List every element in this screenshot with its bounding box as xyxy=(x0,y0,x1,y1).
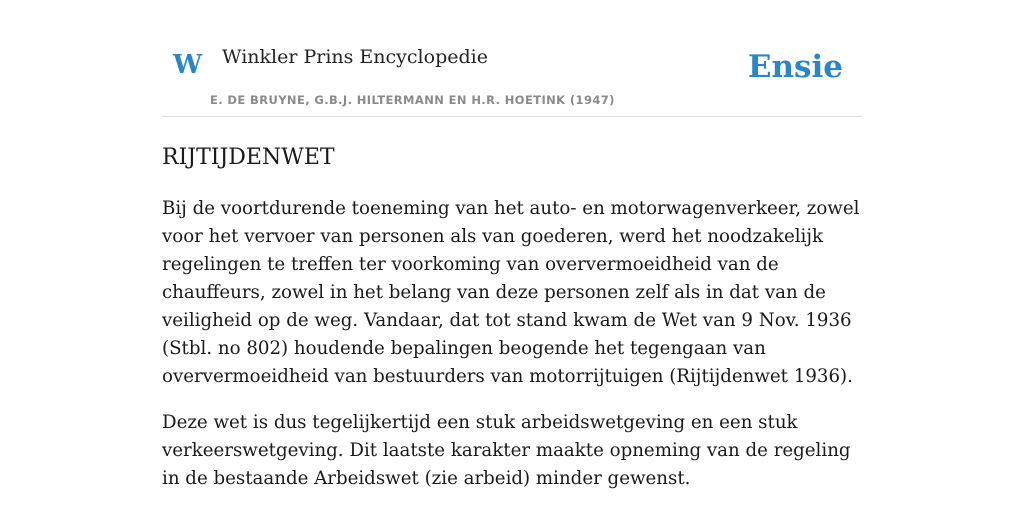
authors-line: E. DE BRUYNE, G.B.J. HILTERMANN EN H.R. HOETINK (1947) xyxy=(210,93,615,107)
article-body xyxy=(162,195,862,493)
article-title: RIJTIJDENWET xyxy=(162,145,335,170)
article-paragraph: Deze wet is dus tegelijkertijd een stuk arbeidswetgeving en een stuk verkeerswetgeving. Dit laatste karakter maakte opneming van de regeling in de bestaande Arbeidswet (zie arbeid) minder gewenst. xyxy=(162,411,851,489)
ensie-brand-logo[interactable]: Ensie xyxy=(747,49,843,85)
header xyxy=(162,0,862,117)
winkler-prins-logo[interactable]: W xyxy=(173,50,203,80)
article-paragraph: Bij de voortdurende toeneming van het auto- en motorwagenverkeer, zowel voor het vervoer van personen als van goederen, werd het noodzakelijk regelingen te treffen ter voorkoming van oververmoeidheid van de chauffeurs, zowel in het belang van deze personen zelf als in dat van de veiligheid op de weg. Vandaar, dat tot stand kwam de Wet van 9 Nov. 1936 (Stbl. no 802) houdende bepalingen beogende het tegengaan van oververmoeidheid van bestuurders van motorrijtuigen (Rijtijdenwet 1936). xyxy=(162,197,860,387)
page xyxy=(162,0,862,493)
encyclopedia-title[interactable]: Winkler Prins Encyclopedie xyxy=(222,46,488,68)
